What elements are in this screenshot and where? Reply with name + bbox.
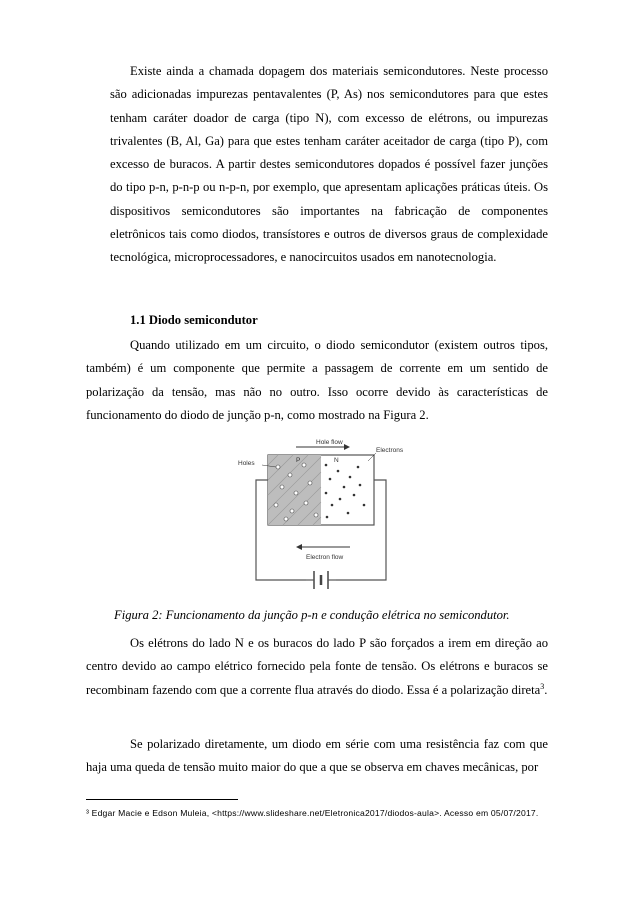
figure-pn-junction [226,435,416,595]
pn-junction-diagram [226,435,416,595]
label-n: N [334,457,339,464]
paragraph-diode-intro: Quando utilizado em um circuito, o diodo semicondutor (existem outros tipos, também) é um componente que permite a passagem de corrente em um sentido de polarização da tensão, mas não no outro. Isso ocorre devido às características de funcionamento do diodo de junção p-n, como mostrado na Figura 2. [86,338,548,422]
label-hole-flow: Hole flow [316,439,343,446]
section-heading: 1.1 Diodo semicondutor [130,313,258,327]
footnote-rule [86,799,238,800]
label-p: P [296,457,301,464]
paragraph-forward-bias: Se polarizado diretamente, um diodo em série com uma resistência faz com que haja uma queda de tensão muito maior do que a que se observa em chaves mecânicas, por [86,737,548,775]
figure-caption: Figura 2: Funcionamento da junção p-n e condução elétrica no semicondutor. [114,608,510,622]
paragraph-doping: Existe ainda a chamada dopagem dos materiais semicondutores. Neste processo são adicionadas impurezas pentavalentes (P, As) nos semicondutores para que estes tenham caráter doador de carga (tipo N), com excesso de elétrons, ou impurezas trivalentes (B, Al, Ga) para que estes tenham caráter aceitador de carga (tipo P), com excesso de buracos. A partir destes semicondutores dopados é possível fazer junções do tipo p-n, p-n-p ou n-p-n, por exemplo, que apresentam aplicações práticas úteis. Os dispositivos semicondutores são importantes na fabricação de componentes eletrônicos tais como diodos, transístores e outros de diversos graus de complexidade tecnológica, microprocessadores, e nanocircuitos usados em nanotecnologia. [110,64,548,265]
label-electron-flow: Electron flow [306,554,344,561]
paragraph-recombination [86,632,548,702]
paragraph-recombination-end: . [544,682,548,697]
label-electrons: Electrons [376,447,404,454]
footnote-mark: 3 [540,681,545,691]
label-holes: Holes [238,460,255,467]
footnote: ³ Edgar Macie e Edson Muleia, <https://www.slideshare.net/Eletronica2017/diodos-aula>. Acesso em 05/07/2017. [86,808,539,818]
paragraph-recombination-text: Os elétrons do lado N e os buracos do lado P são forçados a irem em direção ao centro devido ao campo elétrico fornecido pela fonte de tensão. Os elétrons e buracos se recombinam fazendo com que a corrente flua através do diodo. Essa é a polarização direta [86,636,548,697]
p-region [268,455,321,525]
